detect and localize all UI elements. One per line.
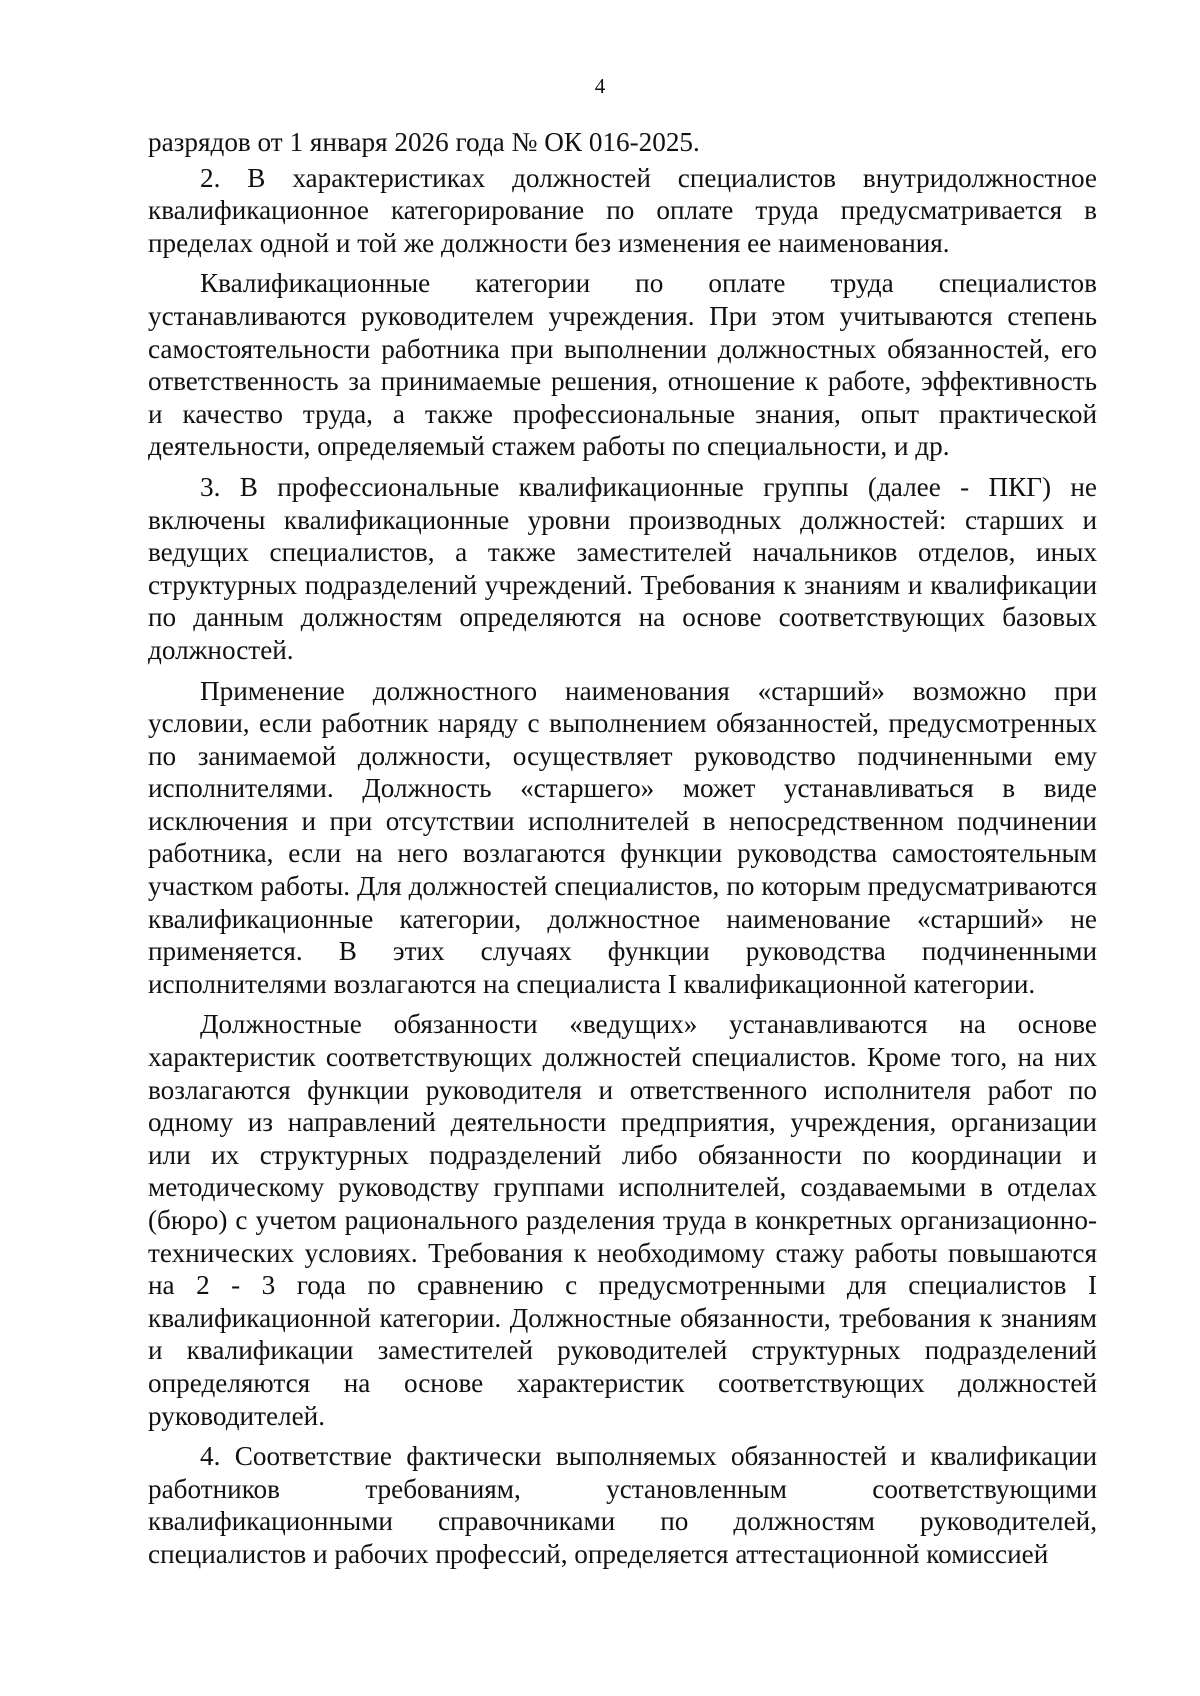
paragraph-senior-title: Применение должностного наименования «старший» возможно при условии, если работник наряду с выполнением обязанностей, предусмотренных по занимаемой должности, осуществляет руководство подчиненными ему исполнителями. Должность «старшего» может устанавливаться в виде исключения и при отсутствии исполнителей в непосредственном подчинении работника, если на него возлагаются функции руководства самостоятельным участком работы. Для должностей специалистов, по которым предусматриваются квалификационные категории, должностное наименование «старший» не применяется. В этих случаях функции руководства подчиненными исполнителями возлагаются на специалиста I квалификационной категории.	[148, 675, 1097, 999]
paragraph-item-4: 4. Соответствие фактически выполняемых обязанностей и квалификации работников требованиям, установленным соответствующими квалификационными справочниками по должностям руководителей, специалистов и рабочих профессий, определяется аттестационной комиссией	[148, 1441, 1097, 1569]
paragraph-qualification-categories: Квалификационные категории по оплате труда специалистов устанавливаются руководителем учреждения. При этом учитываются степень самостоятельности работника при выполнении должностных обязанностей, его ответственность за принимаемые решения, отношение к работе, эффективность и качество труда, а также профессиональные знания, опыт практической деятельности, определяемый стажем работы по специальности, и др.	[148, 268, 1097, 462]
paragraph-item-3: 3. В профессиональные квалификационные группы (далее - ПКГ) не включены квалификационные уровни производных должностей: старших и ведущих специалистов, а также заместителей начальников отделов, иных структурных подразделений учреждений. Требования к знаниям и квалификации по данным должностям определяются на основе соответствующих базовых должностей.	[148, 471, 1097, 665]
paragraph-leading-duties: Должностные обязанности «ведущих» устанавливаются на основе характеристик соответствующих должностей специалистов. Кроме того, на них возлагаются функции руководителя и ответственного исполнителя работ по одному из направлений деятельности предприятия, учреждения, организации или их структурных подразделений либо обязанности по координации и методическому руководству группами исполнителей, создаваемыми в отделах (бюро) с учетом рационального разделения труда в конкретных организационно-технических условиях. Требования к необходимому стажу работы повышаются на 2 - 3 года по сравнению с предусмотренными для специалистов I квалификационной категории. Должностные обязанности, требования к знаниям и квалификации заместителей руководителей структурных подразделений определяются на основе характеристик соответствующих должностей руководителей.	[148, 1009, 1097, 1431]
paragraph-item-2: 2. В характеристиках должностей специалистов внутридолжностное квалификационное категорирование по оплате труда предусматривается в пределах одной и той же должности без изменения ее наименования.	[148, 162, 1097, 258]
page-number: 4	[594, 74, 606, 98]
document-body	[148, 126, 1097, 1571]
paragraph-continuation: разрядов от 1 января 2026 года № ОК 016-2025.	[148, 127, 700, 157]
